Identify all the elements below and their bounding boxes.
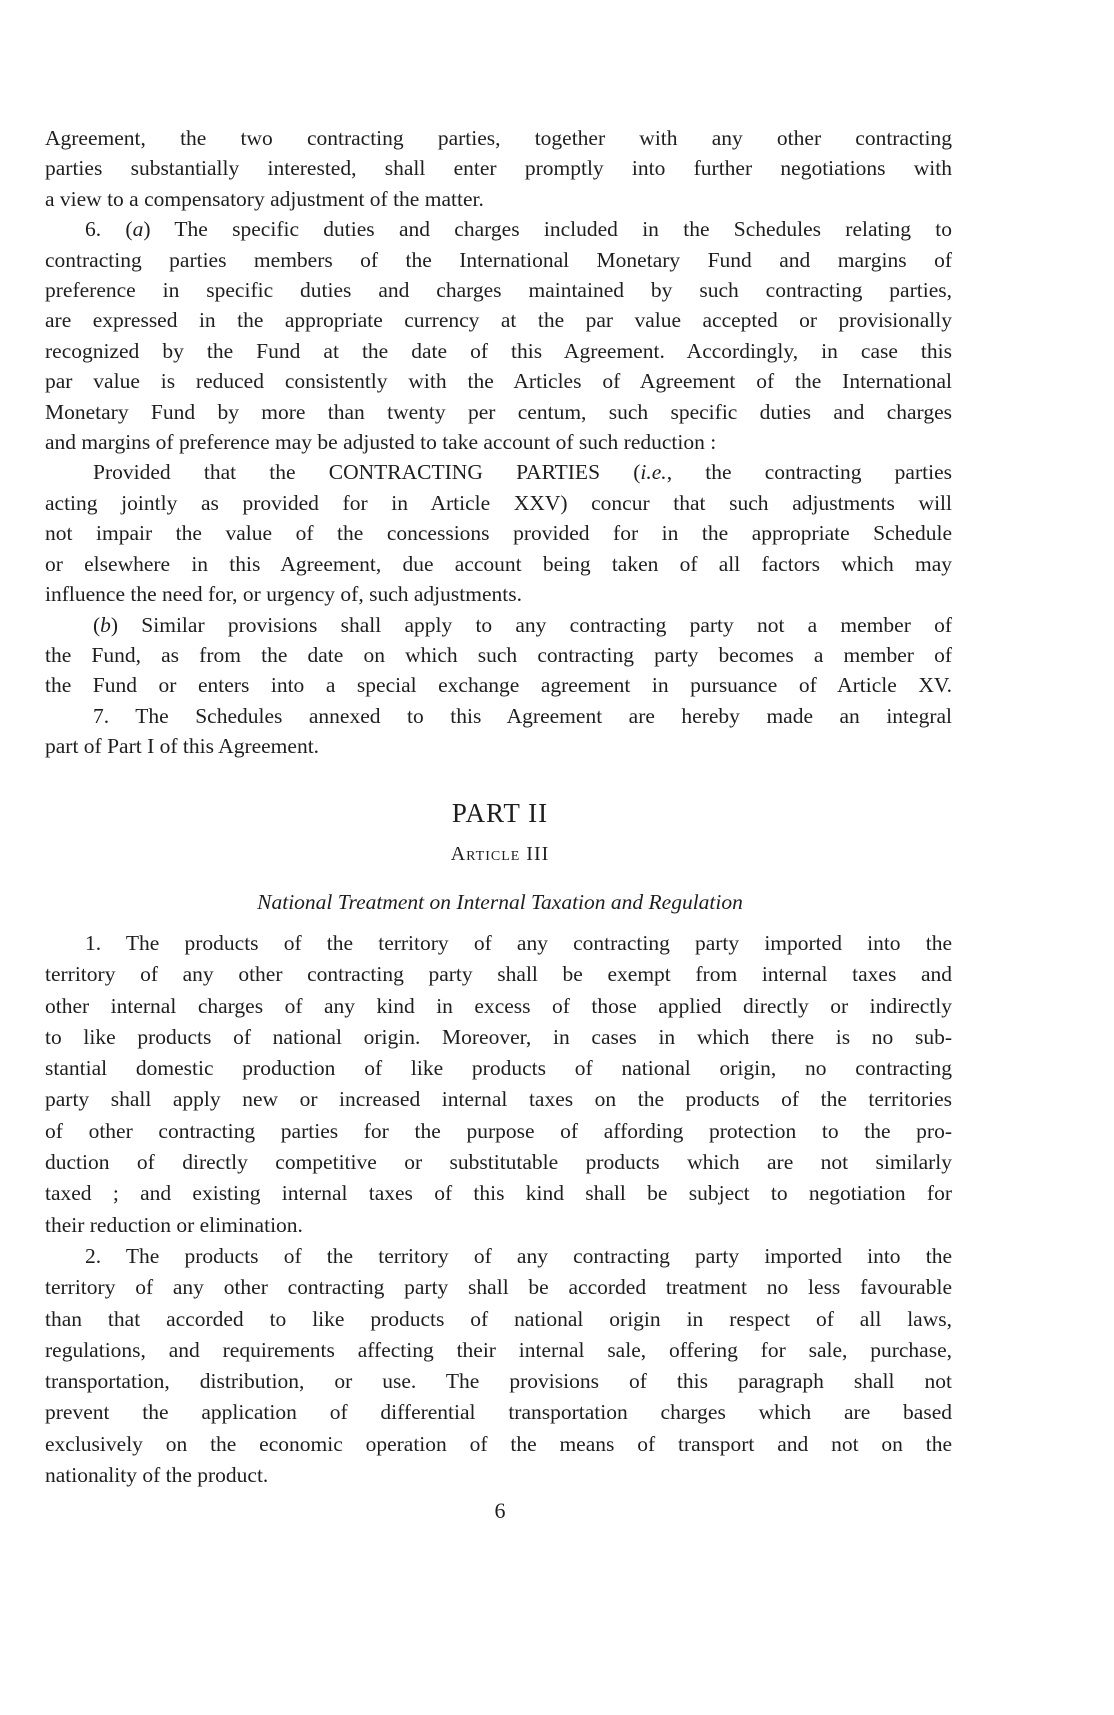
text-line [45,549,952,579]
text-segment: of other contracting parties for the purpose of affording protection to the pro- [45,1118,952,1143]
text-segment: not impair the value of the concessions provided for in the appropriate Schedule [45,521,952,546]
text-segment: recognized by the Fund at the date of this Agreement. Accordingly, in case this [45,338,952,363]
text-segment: a [132,217,144,242]
text-segment: stantial domestic production of like products of national origin, no contracting [45,1056,952,1081]
article-three-text [45,928,952,1491]
text-segment: parties substantially interested, shall enter promptly into further negotiations with [45,156,952,181]
text-segment: par value is reduced consistently with the Articles of Agreement of the International [45,369,952,394]
text-segment: Agreement, the two contracting parties, together with any other contracting [45,126,952,150]
text-segment: preference in specific duties and charges maintained by such contracting parties, [45,278,952,303]
text-segment: territory of any other contracting party shall be accorded treatment no less favourable [45,1275,952,1300]
text-segment: contracting parties members of the International Monetary Fund and margins of [45,247,952,272]
text-segment: a view to a compensatory adjustment of the matter. [45,186,484,211]
text-line [45,427,952,457]
text-line [45,640,952,670]
text-line [45,1084,952,1115]
text-line [45,305,952,335]
text-segment: and margins of preference may be adjusted to take account of such reduction : [45,430,717,455]
text-line [45,1147,952,1178]
text-line [45,366,952,396]
text-line [45,518,952,548]
text-segment: the Fund, as from the date on which such contracting party becomes a member of [45,642,952,667]
text-segment: ) The specific duties and charges included in the Schedules relating to [143,217,952,242]
text-segment: b [100,612,111,637]
text-segment: prevent the application of differential transportation charges which are based [45,1400,952,1425]
text-line [45,731,952,761]
text-segment: ( [93,612,101,637]
part-heading: PART II [451,798,549,828]
part-one-continuation-text [45,123,952,762]
text-segment: duction of directly competitive or substitutable products which are not similarly [45,1150,952,1175]
text-segment: transportation, distribution, or use. The provisions of this paragraph shall not [45,1369,952,1394]
text-segment: or elsewhere in this Agreement, due account being taken of all factors which may [45,551,952,576]
text-line [45,1272,952,1303]
text-line [45,397,952,427]
article-title: National Treatment on Internal Taxation and Regulation [257,890,743,914]
article-heading: Article III [450,843,550,865]
text-segment: other internal charges of any kind in excess of those applied directly or indirectly [45,993,952,1018]
text-line [45,1022,952,1053]
text-line [45,991,952,1022]
text-line [45,336,952,366]
text-line [45,1210,952,1241]
text-segment: taxed ; and existing internal taxes of this kind shall be subject to negotiation for [45,1181,952,1206]
text-line [45,1178,952,1209]
text-line [45,1460,952,1491]
text-line [45,610,952,640]
text-line [45,245,952,275]
text-line [45,579,952,609]
text-line [45,1366,952,1397]
text-segment: 1. The products of the territory of any contracting party imported into the [85,931,952,955]
text-segment: exclusively on the economic operation of the means of transport and not on the [45,1431,952,1456]
text-segment: the Fund or enters into a special exchange agreement in pursuance of Article XV. [45,673,952,698]
text-segment: party shall apply new or increased internal taxes on the products of the territories [45,1087,952,1112]
text-segment: to like products of national origin. Moreover, in cases in which there is no sub- [45,1024,952,1049]
text-segment: acting jointly as provided for in Article XXV) concur that such adjustments will [45,490,952,515]
text-segment: ) Similar provisions shall apply to any contracting party not a member of [110,612,952,637]
text-segment: are expressed in the appropriate currency at the par value accepted or provisionally [45,308,952,333]
text-line [45,275,952,305]
text-segment: nationality of the product. [45,1463,269,1488]
text-segment: i.e. [640,460,667,485]
text-line [45,1304,952,1335]
text-line [45,153,952,183]
text-line [45,928,952,959]
text-line [45,123,952,153]
text-line [45,184,952,214]
text-segment: 2. The products of the territory of any contracting party imported into the [85,1243,952,1268]
text-segment: their reduction or elimination. [45,1212,303,1237]
text-line [45,959,952,990]
text-segment: than that accorded to like products of national origin in respect of all laws, [45,1306,952,1331]
text-line [45,488,952,518]
text-segment: territory of any other contracting party shall be exempt from internal taxes and [45,962,952,987]
text-line [45,1335,952,1366]
text-segment: Monetary Fund by more than twenty per centum, such specific duties and charges [45,399,952,424]
text-line [45,1429,952,1460]
text-segment: Provided that the CONTRACTING PARTIES ( [93,460,641,485]
text-line [45,1397,952,1428]
text-line [45,1116,952,1147]
text-segment: 6. ( [85,217,133,242]
page-number: 6 [494,1498,506,1523]
text-segment: regulations, and requirements affecting their internal sale, offering for sale, purchase, [45,1337,952,1362]
text-segment: influence the need for, or urgency of, such adjustments. [45,582,522,607]
text-line [45,701,952,731]
text-line [45,1053,952,1084]
text-line [45,457,952,487]
text-segment: part of Part I of this Agreement. [45,734,320,759]
text-line [45,214,952,244]
text-segment: 7. The Schedules annexed to this Agreement are hereby made an integral [93,703,952,728]
text-line [45,670,952,700]
text-segment: , the contracting parties [666,460,952,485]
text-line [45,1241,952,1272]
